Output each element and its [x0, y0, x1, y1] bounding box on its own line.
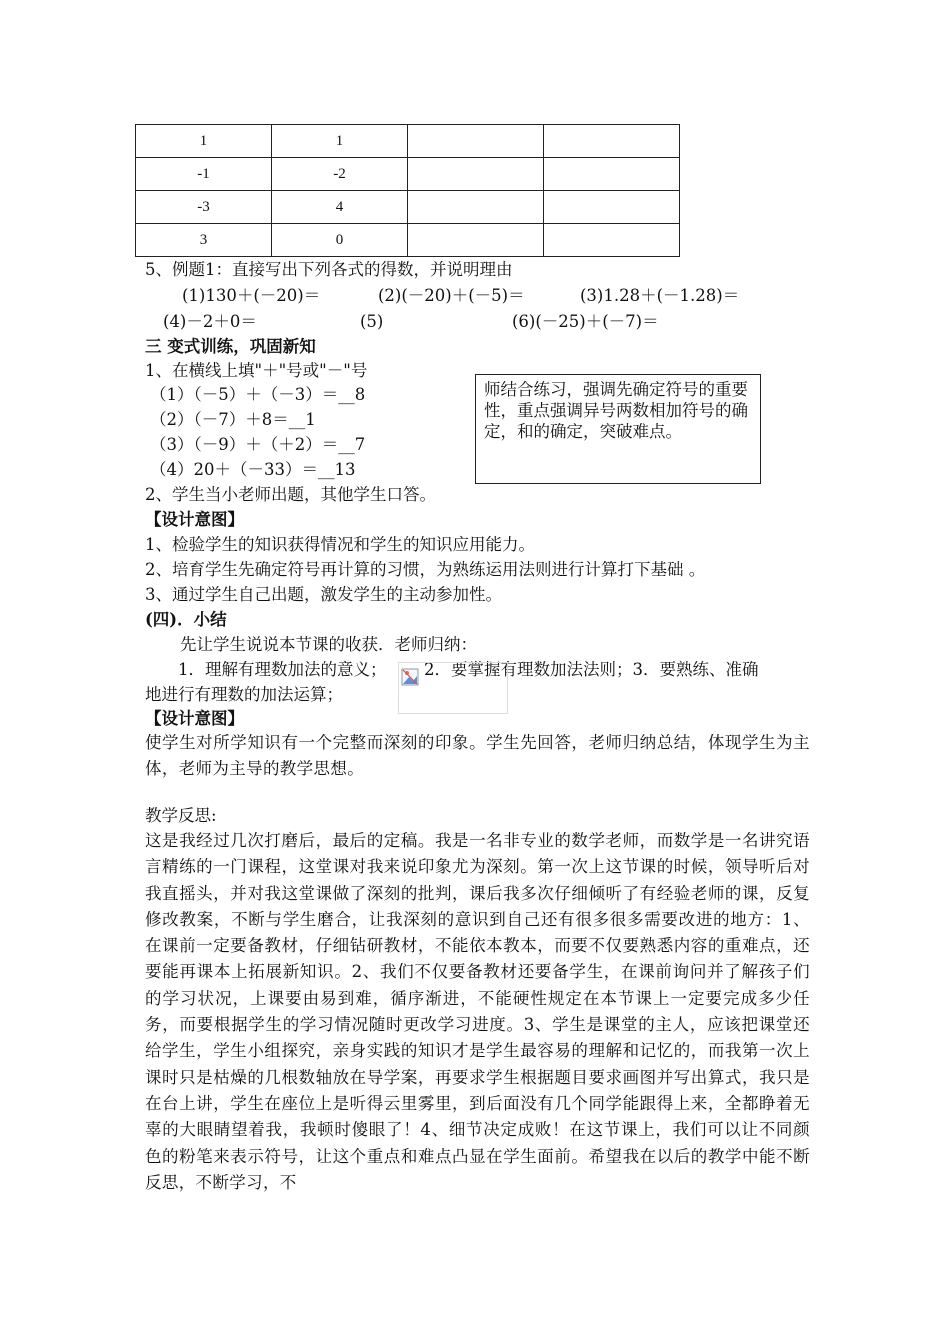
example-item: (1)130＋(－20)＝: [182, 286, 321, 305]
table-cell: 1: [136, 125, 272, 158]
table-cell: [544, 224, 680, 257]
example-item: (6)(－25)＋(－7)＝: [512, 312, 659, 331]
table-cell: -2: [272, 158, 408, 191]
reflection-paragraph: 这是我经过几次打磨后，最后的定稿。我是一名非专业的数学老师，而数学是一名讲究语言精练的一门课程，这堂课对我来说印象尤为深刻。第一次上这节课的时候，领导听后对我直摇头，并对我这堂课做了深刻的批判，课后我多次仔细倾听了有经验老师的课，反复修改教案，不断与学生磨合，让我深刻的意识到自己还有很多很多需要改进的地方：1、在课前一定要备教材，仔细钻研教材，不能依本教本，而要不仅要熟悉内容的重难点，还要能再课本上拓展新知识。2、我们不仅要备教材还要备学生，在课前询问并了解孩子们的学习状况，上课要由易到难，循序渐进，不能硬性规定在本节课上一定要完成多少任务，而要根据学生的学习情况随时更改学习进度。3、学生是课堂的主人，应该把课堂还给学生，学生小组探究，亲身实践的知识才是学生最容易的理解和记忆的，而我第一次上课时只是枯燥的几根数轴放在导学案，再要求学生根据题目要求画图并写出算式，我只是在台上讲，学生在座位上是听得云里雾里，到后面没有几个同学能跟得上来，全都睁着无辜的大眼睛望着我，我顿时傻眼了！4、细节决定成败！在这节课上，我们可以让不同颜色的粉笔来表示符号，让这个重点和难点凸显在学生面前。希望我在以后的教学中能不断反思，不断学习，不: [145, 831, 810, 1192]
table-cell: [544, 191, 680, 224]
summary-title: (四)．小结: [145, 610, 227, 629]
table-row: [136, 191, 680, 224]
value-table: [135, 124, 680, 257]
table-cell: -1: [136, 158, 272, 191]
example-item: (5): [360, 312, 384, 331]
table-row: [136, 224, 680, 257]
reflection-title: 教学反思:: [145, 806, 217, 825]
exercise-instruction: 1、在横线上填"＋"号或"－"号: [145, 361, 368, 380]
table-cell: [408, 224, 544, 257]
table-cell: [408, 125, 544, 158]
exercise-item: （1）（－5）＋（－3）＝__8: [150, 385, 366, 404]
table-cell: 3: [136, 224, 272, 257]
table-cell: [544, 158, 680, 191]
table-cell: [408, 158, 544, 191]
exercise-item: （3）（－9）＋（＋2）＝__7: [150, 435, 366, 454]
summary-text: 1．理解有理数加法的意义；: [178, 660, 387, 679]
table-row: [136, 125, 680, 158]
exercise-item: （2）（－7）＋8＝__1: [150, 410, 316, 429]
table-cell: 0: [272, 224, 408, 257]
broken-image-icon: [401, 668, 419, 686]
table-cell: [408, 191, 544, 224]
design-intent-item: 3、通过学生自己出题，激发学生的主动参加性。: [145, 585, 502, 604]
summary-text: 地进行有理数的加法运算；: [145, 685, 343, 704]
table-row: [136, 158, 680, 191]
example-heading: 5、例题1：直接写出下列各式的得数，并说明理由: [145, 260, 513, 279]
design-intent-item: 1、检验学生的知识获得情况和学生的知识应用能力。: [145, 535, 535, 554]
summary-text: 先让学生说说本节课的收获．老师归纳：: [180, 635, 477, 654]
table-cell: -3: [136, 191, 272, 224]
summary-text: 2．要掌握有理数加法法则；3．要熟练、准确: [424, 660, 759, 679]
section-title: 三 变式训练，巩固新知: [145, 337, 316, 356]
design-intent-title: 【设计意图】: [145, 510, 244, 529]
exercise-item: （4）20＋（－33）＝__13: [150, 460, 356, 479]
exercise-instruction: 2、学生当小老师出题，其他学生口答。: [145, 485, 436, 504]
design-intent-paragraph: 使学生对所学知识有一个完整而深刻的印象。学生先回答，老师归纳总结，体现学生为主体，老师为主导的教学思想。: [145, 733, 810, 779]
table-cell: 1: [272, 125, 408, 158]
example-item: (3)1.28＋(－1.28)＝: [580, 286, 740, 305]
example-item: (4)－2＋0＝: [163, 312, 257, 331]
table-cell: [544, 125, 680, 158]
table-cell: 4: [272, 191, 408, 224]
example-item: (2)(－20)＋(－5)＝: [378, 286, 525, 305]
design-intent-title: 【设计意图】: [145, 709, 244, 728]
teacher-note-box: 师结合练习，强调先确定符号的重要性，重点强调异号两数相加符号的确定，和的确定，突破难点。: [475, 374, 761, 484]
broken-image-placeholder: [398, 662, 508, 714]
design-intent-item: 2、培育学生先确定符号再计算的习惯，为熟练运用法则进行计算打下基础 。: [145, 560, 706, 579]
